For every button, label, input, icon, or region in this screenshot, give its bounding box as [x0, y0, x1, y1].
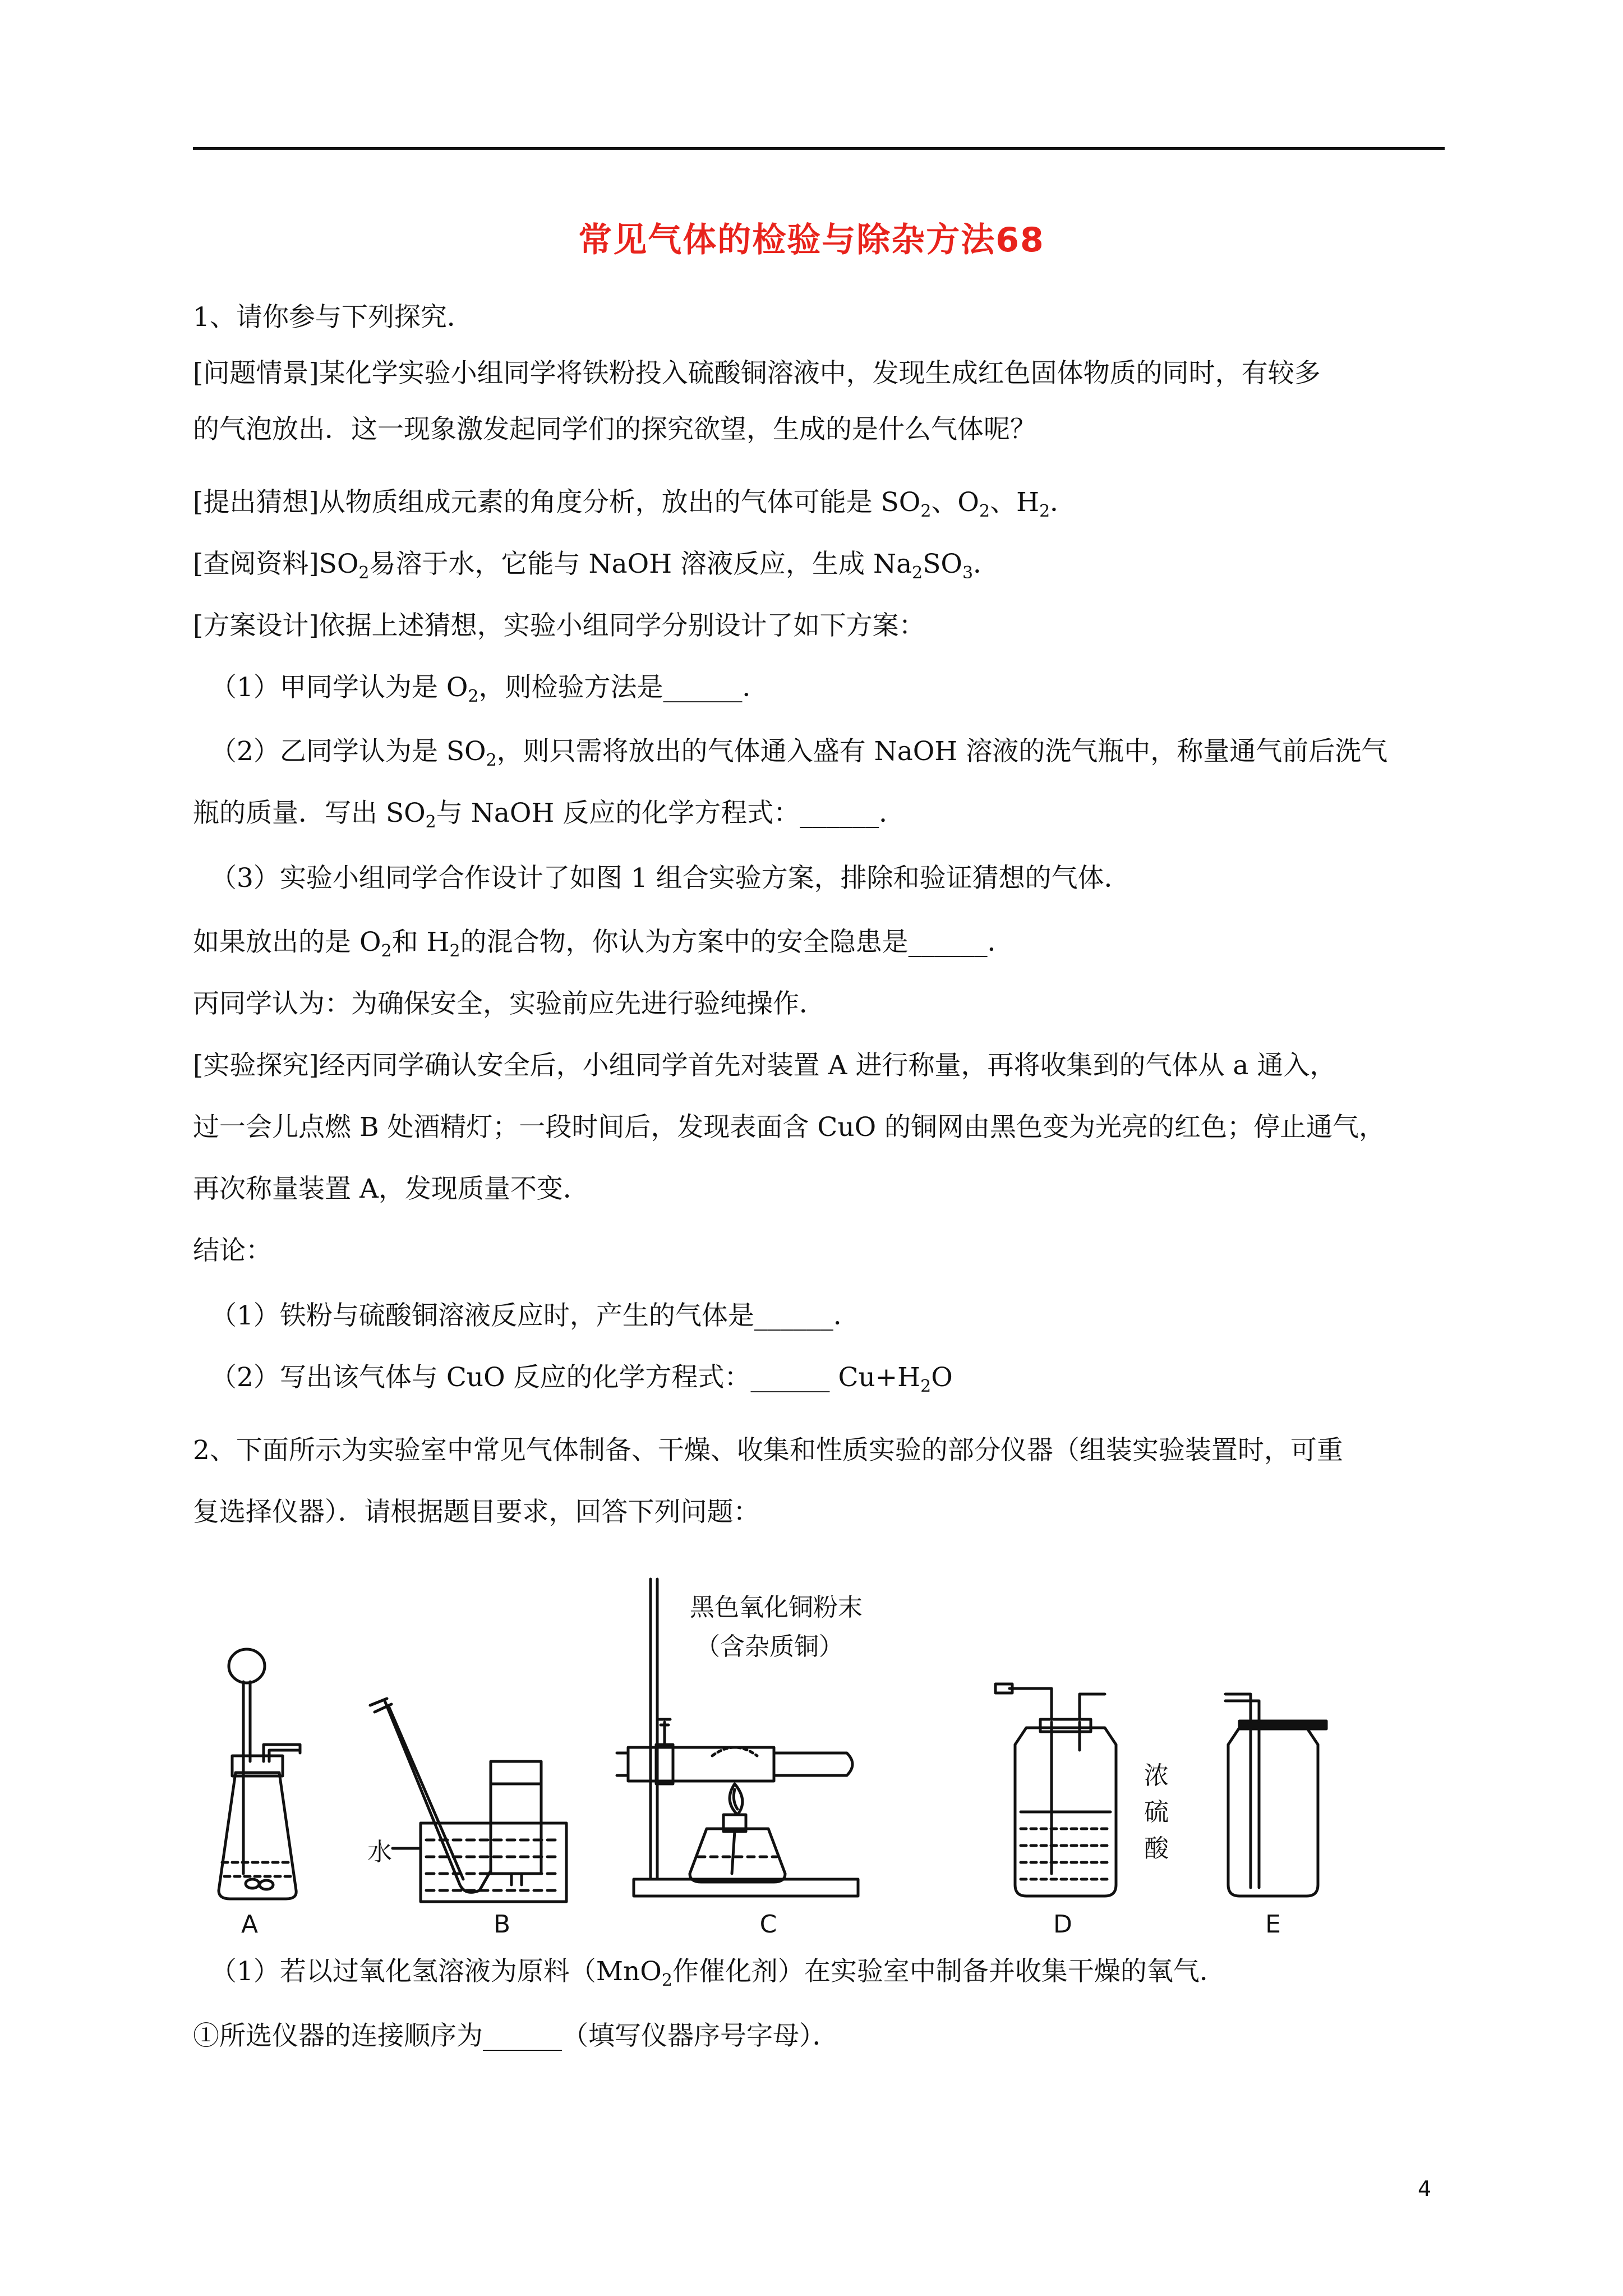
- q1-sub-3: （3）实验小组同学合作设计了如图 1 组合实验方案，排除和验证猜想的气体．: [210, 863, 1131, 894]
- q1-experiment-line-3: 再次称量装置 A，发现质量不变．: [193, 1174, 589, 1204]
- q2-sub-1: （1）若以过氧化氢溶液为原料（MnO$_2$作催化剂）在实验室中制备并收集干燥的氧气．: [210, 1956, 1226, 1990]
- q1-sub-1: （1）甲同学认为是 $O_2$，则检验方法是______．: [210, 672, 769, 706]
- caption-d: D: [1053, 1910, 1072, 1935]
- q1-safety: 如果放出的是 $O_2$和 $H_2$的混合物，你认为方案中的安全隐患是______．: [193, 927, 1014, 961]
- caption-e: E: [1265, 1910, 1281, 1935]
- q2-intro-line-2: 复选择仪器）．请根据题目要求，回答下列问题：: [193, 1497, 760, 1527]
- page-title: 常见气体的检验与除杂方法68: [578, 220, 1045, 260]
- q1-experiment-line-2: 过一会儿点燃 B 处酒精灯；一段时间后，发现表面含 CuO 的铜网由黑色变为光亮的红色；停止通气，: [193, 1112, 1386, 1143]
- q1-design: [方案设计]依据上述猜想，实验小组同学分别设计了如下方案：: [193, 610, 925, 641]
- q1-hypothesis: [提出猜想]从物质组成元素的角度分析，放出的气体可能是 $SO_2$、$O_2$、$H_2$．: [193, 487, 1077, 521]
- apparatus-c-heating-icon: [617, 1579, 858, 1896]
- caption-b: B: [493, 1910, 511, 1935]
- q2-sub-1-a: ①所选仪器的连接顺序为______（填写仪器序号字母）．: [193, 2021, 839, 2051]
- q1-experiment-line-1: [实验探究]经丙同学确认安全后，小组同学首先对装置 A 进行称量，再将收集到的气体从 a 通入，: [193, 1050, 1336, 1081]
- header-rule: [193, 147, 1445, 150]
- q1-reference: [查阅资料]$SO_2$易溶于水，它能与 NaOH 溶液反应，生成 $Na_2SO_3$．: [193, 549, 1000, 583]
- q1-sub-2-cont: 瓶的质量．写出 $SO_2$与 NaOH 反应的化学方程式：______．: [193, 798, 906, 832]
- q1-situation-line-2: 的气泡放出．这一现象激发起同学们的探究欲望，生成的是什么气体呢？: [193, 414, 1036, 445]
- caption-a: A: [241, 1910, 259, 1935]
- label-water: 水: [367, 1838, 392, 1866]
- q1-conclusion-heading: 结论：: [193, 1235, 272, 1266]
- apparatus-d-wash-bottle-icon: [995, 1684, 1116, 1896]
- label-acid-2: 硫: [1144, 1798, 1169, 1826]
- q1-conclusion-2: （2）写出该气体与 CuO 反应的化学方程式：______ $Cu+H_2O$: [210, 1362, 953, 1396]
- label-acid-3: 酸: [1144, 1834, 1169, 1863]
- q1-situation-line-1: [问题情景]某化学实验小组同学将铁粉投入硫酸铜溶液中，发现生成红色固体物质的同时，有较多: [193, 358, 1321, 389]
- q2-intro-line-1: 2、下面所示为实验室中常见气体制备、干燥、收集和性质实验的部分仪器（组装实验装置时，可重: [193, 1435, 1343, 1466]
- label-acid-1: 浓: [1144, 1761, 1169, 1790]
- label-cuo-impurity: （含杂质铜）: [695, 1632, 843, 1661]
- q1-purity-check: 丙同学认为：为确保安全，实验前应先进行验纯操作．: [193, 988, 826, 1019]
- apparatus-b-trough-icon: [370, 1699, 566, 1902]
- caption-c: C: [759, 1910, 777, 1935]
- q1-sub-2: （2）乙同学认为是 $SO_2$，则只需将放出的气体通入盛有 NaOH 溶液的洗气瓶中，称量通气前后洗气: [210, 736, 1388, 770]
- apparatus-e-bottle-icon: [1225, 1694, 1326, 1896]
- label-cuo-powder: 黑色氧化铜粉末: [690, 1593, 863, 1622]
- q1-intro: 1、请你参与下列探究．: [193, 302, 473, 333]
- page-number: 4: [1418, 2177, 1432, 2201]
- apparatus-figure: [185, 1559, 1340, 1935]
- apparatus-a-flask-icon: [219, 1649, 300, 1899]
- q1-conclusion-1: （1）铁粉与硫酸铜溶液反应时，产生的气体是______．: [210, 1300, 860, 1331]
